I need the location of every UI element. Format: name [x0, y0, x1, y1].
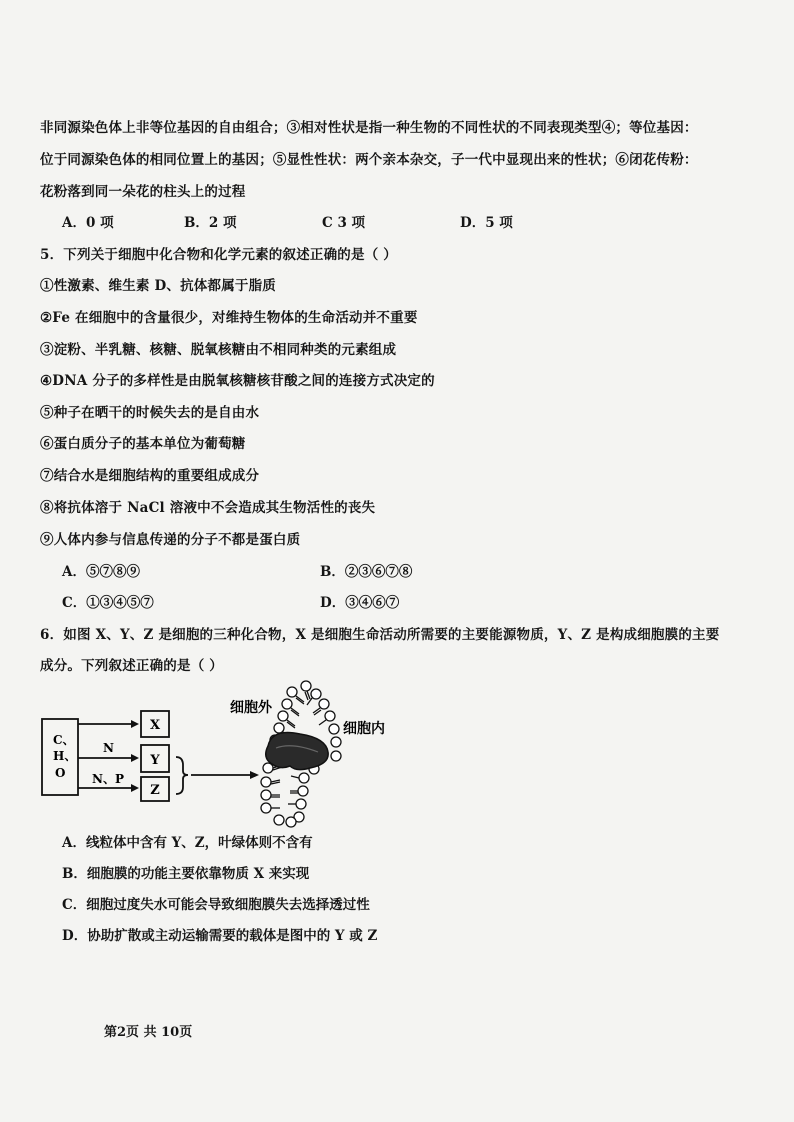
- q5-item-7: ⑦结合水是细胞结构的重要组成成分: [40, 468, 260, 484]
- q5-item-1: ①性激素、维生素 D、抗体都属于脂质: [40, 278, 277, 294]
- q5-stem: 5．下列关于细胞中化合物和化学元素的叙述正确的是（ ）: [40, 247, 397, 263]
- q5-item-9: ⑨人体内参与信息传递的分子不都是蛋白质: [40, 532, 301, 548]
- q6-option-b: B．细胞膜的功能主要依靠物质 X 来实现: [62, 866, 310, 882]
- outside-cell-label: 细胞外: [230, 700, 272, 716]
- compound-x-label: X: [149, 718, 161, 733]
- q6-option-d: D．协助扩散或主动运输需要的载体是图中的 Y 或 Z: [62, 928, 378, 944]
- q6-stem-line-1: 6．如图 X、Y、Z 是细胞的三种化合物，X 是细胞生命活动所需要的主要能源物质，Y、Z 是构成细胞膜的主要: [40, 627, 720, 643]
- compound-z-label: Z: [150, 783, 160, 798]
- q6-option-c: C．细胞过度失水可能会导致细胞膜失去选择透过性: [62, 897, 370, 913]
- element-c: C、: [53, 733, 75, 747]
- page-footer: 第2页 共 10页: [104, 1025, 193, 1040]
- element-h: H、: [53, 749, 77, 763]
- q5-item-6: ⑥蛋白质分子的基本单位为葡萄糖: [40, 436, 246, 452]
- compound-y-label: Y: [150, 753, 160, 768]
- prev-question-line-3: 花粉落到同一朵花的柱头上的过程: [40, 184, 246, 200]
- q5-item-8: ⑧将抗体溶于 NaCl 溶液中不会造成其生物活性的丧失: [40, 500, 376, 516]
- prev-option-b: B．2 项: [184, 215, 237, 231]
- q6-stem-line-2: 成分。下列叙述正确的是（ ）: [40, 658, 223, 674]
- q5-item-4: ④DNA 分子的多样性是由脱氧核糖核苷酸之间的连接方式决定的: [40, 373, 435, 389]
- prev-question-line-1: 非同源染色体上非等位基因的自由组合；③相对性状是指一种生物的不同性状的不同表现类型④；等位基因：: [40, 120, 698, 136]
- prev-question-line-2: 位于同源染色体的相同位置上的基因；⑤显性性状：两个亲本杂交，子一代中显现出来的性状；⑥闭花传粉：: [40, 152, 698, 168]
- q5-item-3: ③淀粉、半乳糖、核糖、脱氧核糖由不相同种类的元素组成: [40, 342, 397, 358]
- arrow-label-np: N、P: [92, 772, 124, 786]
- q5-option-d: D．③④⑥⑦: [320, 595, 400, 611]
- q5-item-2: ②Fe 在细胞中的含量很少，对维持生物体的生命活动并不重要: [40, 310, 418, 326]
- prev-option-a: A．0 项: [62, 215, 114, 231]
- q5-option-c: C．①③④⑤⑦: [62, 595, 154, 611]
- prev-option-c: C 3 项: [322, 215, 366, 231]
- q6-option-a: A．线粒体中含有 Y、Z，叶绿体则不含有: [62, 835, 313, 851]
- inside-cell-label: 细胞内: [343, 721, 385, 737]
- element-o: O: [55, 766, 66, 780]
- prev-option-d: D．5 项: [460, 215, 513, 231]
- q5-option-a: A．⑤⑦⑧⑨: [62, 564, 140, 580]
- q5-option-b: B．②③⑥⑦⑧: [320, 564, 413, 580]
- membrane-protein: [266, 733, 328, 770]
- arrow-label-n: N: [103, 741, 114, 755]
- q5-item-5: ⑤种子在晒干的时候失去的是自由水: [40, 405, 260, 421]
